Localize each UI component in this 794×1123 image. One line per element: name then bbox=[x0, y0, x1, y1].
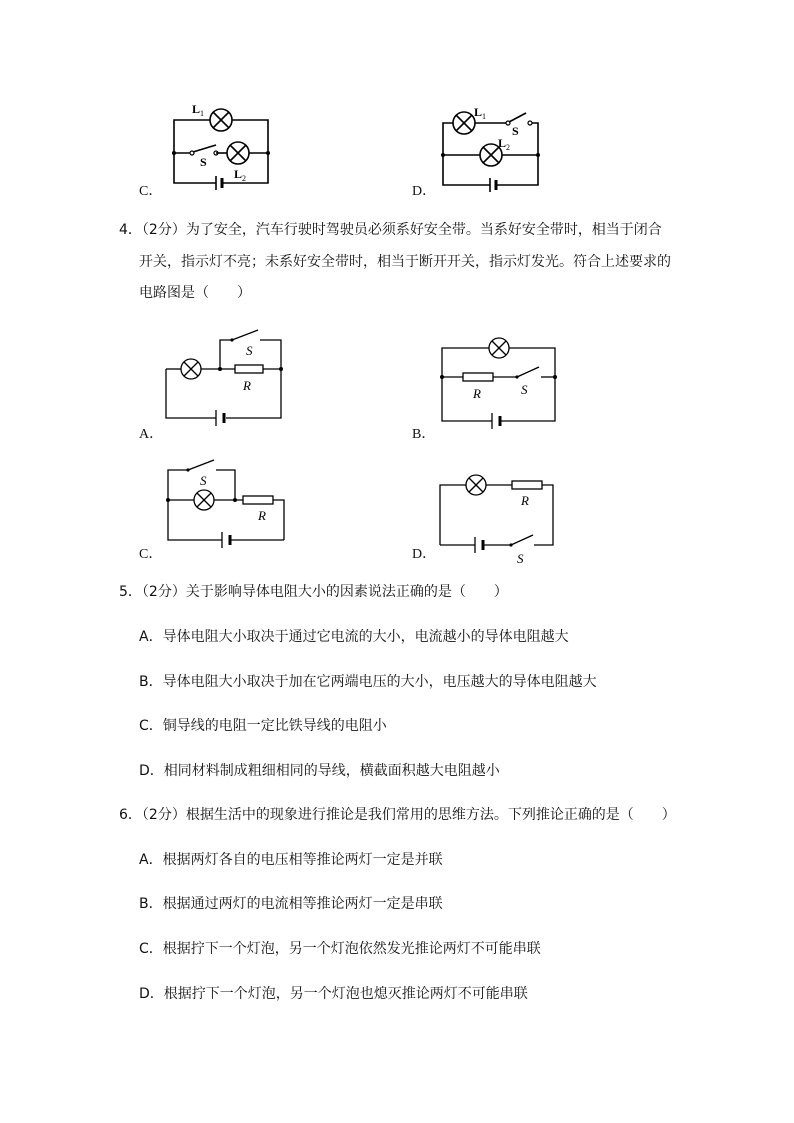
lamp-icon bbox=[489, 338, 509, 358]
q4-circuit-d bbox=[437, 475, 562, 566]
lamp-l1-icon bbox=[210, 109, 232, 131]
lamp-icon bbox=[181, 359, 201, 379]
switch-icon bbox=[188, 460, 214, 470]
svg-text:R: R bbox=[521, 493, 529, 508]
svg-text:L: L bbox=[192, 102, 201, 116]
circuit-diagram-top-c bbox=[166, 102, 276, 185]
svg-text:L: L bbox=[498, 136, 507, 150]
circuit-diagram-top-d bbox=[438, 103, 548, 188]
option-d-label-top: D． bbox=[412, 184, 437, 199]
svg-text:S: S bbox=[512, 124, 519, 138]
q4-circuit-a bbox=[160, 330, 290, 420]
switch-icon bbox=[511, 535, 533, 545]
lamp-l1-icon bbox=[453, 112, 475, 134]
question-5-stem: 5．（2分）关于影响导体电阻大小的因素说法正确的是（ ） bbox=[119, 584, 508, 600]
svg-text:S: S bbox=[521, 382, 528, 397]
switch-s-icon bbox=[193, 145, 216, 152]
q4-option-a-label: A． bbox=[139, 427, 164, 442]
svg-text:S: S bbox=[246, 343, 253, 358]
resistor-icon bbox=[235, 365, 263, 373]
question-5-option-a: A．导体电阻大小取决于通过它电流的大小，电流越小的导体电阻越大 bbox=[139, 629, 569, 645]
lamp-l2-icon bbox=[227, 142, 249, 164]
switch-icon bbox=[232, 330, 258, 340]
svg-text:1: 1 bbox=[200, 109, 204, 118]
q4-option-b-label: B． bbox=[412, 427, 436, 442]
svg-text:R: R bbox=[473, 386, 481, 401]
svg-text:L: L bbox=[234, 167, 243, 181]
lamp-icon bbox=[194, 490, 214, 510]
question-5-option-d: D．相同材料制成粗细相同的导线，横截面积越大电阻越小 bbox=[139, 763, 500, 779]
q4-circuit-c bbox=[160, 460, 290, 550]
question-5-option-c: C．铜导线的电阻一定比铁导线的电阻小 bbox=[139, 718, 387, 734]
svg-text:R: R bbox=[243, 378, 251, 393]
svg-text:2: 2 bbox=[242, 174, 246, 183]
question-4-line-1: 4．（2分）为了安全，汽车行驶时驾驶员必须系好安全带。当系好安全带时，相当于闭合 bbox=[119, 222, 662, 238]
svg-text:S: S bbox=[200, 155, 207, 169]
switch-s-icon bbox=[509, 113, 526, 122]
question-6-stem: 6．（2分）根据生活中的现象进行推论是我们常用的思维方法。下列推论正确的是（ ） bbox=[119, 807, 676, 823]
question-6-option-a: A．根据两灯各自的电压相等推论两灯一定是并联 bbox=[139, 852, 443, 868]
svg-text:S: S bbox=[200, 473, 207, 488]
resistor-icon bbox=[463, 373, 493, 381]
q4-option-d-label: D． bbox=[412, 547, 437, 562]
svg-text:R: R bbox=[258, 508, 266, 523]
svg-text:2: 2 bbox=[506, 143, 510, 152]
question-6-option-d: D．根据拧下一个灯泡，另一个灯泡也熄灭推论两灯不可能串联 bbox=[139, 986, 528, 1002]
resistor-icon bbox=[243, 496, 273, 504]
resistor-icon bbox=[512, 481, 542, 489]
svg-text:S: S bbox=[517, 551, 524, 566]
svg-text:1: 1 bbox=[482, 112, 486, 121]
question-5-option-b: B．导体电阻大小取决于加在它两端电压的大小，电压越大的导体电阻越大 bbox=[139, 674, 597, 690]
svg-text:L: L bbox=[474, 105, 483, 119]
question-6-option-b: B．根据通过两灯的电流相等推论两灯一定是串联 bbox=[139, 896, 443, 912]
option-c-label-top: C． bbox=[139, 184, 163, 199]
lamp-icon bbox=[466, 475, 486, 495]
switch-icon bbox=[517, 367, 539, 377]
q4-option-c-label: C． bbox=[139, 547, 163, 562]
question-4-line-2: 开关，指示灯不亮；未系好安全带时，相当于断开开关，指示灯发光。符合上述要求的 bbox=[139, 254, 671, 270]
q4-circuit-b bbox=[437, 338, 562, 433]
question-6-option-c: C．根据拧下一个灯泡，另一个灯泡依然发光推论两灯不可能串联 bbox=[139, 941, 541, 957]
question-4-line-3: 电路图是（ ） bbox=[139, 285, 251, 301]
